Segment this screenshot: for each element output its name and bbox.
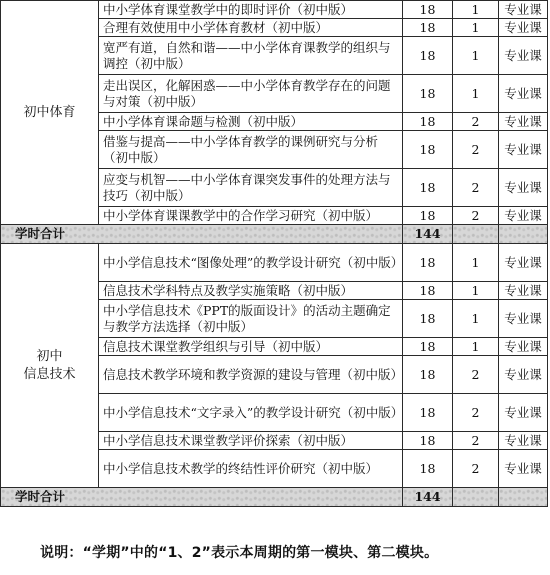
course-type: 专业课 bbox=[499, 37, 548, 75]
course-type: 专业课 bbox=[499, 356, 548, 394]
course-hours: 18 bbox=[403, 282, 453, 300]
subject-cell: 初中体育 bbox=[1, 1, 99, 225]
course-hours: 18 bbox=[403, 19, 453, 37]
total-type-blank bbox=[499, 225, 548, 244]
course-type: 专业课 bbox=[499, 432, 548, 450]
course-term: 1 bbox=[453, 338, 499, 356]
course-hours: 18 bbox=[403, 338, 453, 356]
course-title: 信息技术课堂教学组织与引导（初中版） bbox=[99, 338, 403, 356]
course-term: 2 bbox=[453, 432, 499, 450]
total-hours: 144 bbox=[403, 488, 453, 507]
course-type: 专业课 bbox=[499, 131, 548, 169]
footnote: 说明：“学期”中的“1、2”表示本周期的第一模块、第二模块。 bbox=[40, 545, 439, 561]
course-hours: 18 bbox=[403, 37, 453, 75]
it-total-section bbox=[1, 488, 548, 507]
course-title: 借鉴与提高——中小学体育教学的课例研究与分析（初中版） bbox=[99, 131, 403, 169]
subject-line-1: 初中 bbox=[36, 348, 63, 364]
total-term-blank bbox=[453, 488, 499, 507]
pe-total-section bbox=[1, 225, 548, 244]
course-type: 专业课 bbox=[499, 75, 548, 113]
course-type: 专业课 bbox=[499, 300, 548, 338]
total-row bbox=[1, 488, 548, 507]
course-title: 中小学体育课课教学中的合作学习研究（初中版） bbox=[99, 207, 403, 225]
subject-cell bbox=[1, 244, 99, 488]
course-title: 应变与机智——中小学体育课突发事件的处理方法与技巧（初中版） bbox=[99, 169, 403, 207]
course-term: 2 bbox=[453, 169, 499, 207]
course-term: 2 bbox=[453, 394, 499, 432]
course-term: 1 bbox=[453, 300, 499, 338]
course-hours: 18 bbox=[403, 1, 453, 19]
course-title: 中小学信息技术《PPT的版面设计》的活动主题确定与教学方法选择（初中版） bbox=[99, 300, 403, 338]
pe-section bbox=[1, 1, 548, 225]
course-title: 中小学体育课命题与检测（初中版） bbox=[99, 113, 403, 131]
course-hours: 18 bbox=[403, 300, 453, 338]
course-hours: 18 bbox=[403, 432, 453, 450]
subject-line-2: 信息技术 bbox=[23, 366, 76, 382]
course-hours: 18 bbox=[403, 131, 453, 169]
course-type: 专业课 bbox=[499, 207, 548, 225]
course-title: 信息技术教学环境和教学资源的建设与管理（初中版） bbox=[99, 356, 403, 394]
course-title: 中小学信息技术课堂教学评价探索（初中版） bbox=[99, 432, 403, 450]
course-type: 专业课 bbox=[499, 113, 548, 131]
course-hours: 18 bbox=[403, 169, 453, 207]
course-hours: 18 bbox=[403, 207, 453, 225]
course-term: 1 bbox=[453, 19, 499, 37]
course-title: 中小学信息技术“文字录入”的教学设计研究（初中版） bbox=[99, 394, 403, 432]
course-hours: 18 bbox=[403, 113, 453, 131]
course-type: 专业课 bbox=[499, 244, 548, 282]
it-section bbox=[1, 244, 548, 488]
course-type: 专业课 bbox=[499, 450, 548, 488]
course-term: 2 bbox=[453, 131, 499, 169]
course-type: 专业课 bbox=[499, 338, 548, 356]
course-hours: 18 bbox=[403, 356, 453, 394]
course-type: 专业课 bbox=[499, 394, 548, 432]
course-term: 2 bbox=[453, 207, 499, 225]
course-term: 2 bbox=[453, 113, 499, 131]
course-type: 专业课 bbox=[499, 19, 548, 37]
course-type: 专业课 bbox=[499, 1, 548, 19]
course-term: 1 bbox=[453, 75, 499, 113]
course-title: 合理有效使用中小学体育教材（初中版） bbox=[99, 19, 403, 37]
course-title: 走出误区，化解困惑——中小学体育教学存在的问题与对策（初中版） bbox=[99, 75, 403, 113]
course-term: 2 bbox=[453, 450, 499, 488]
total-term-blank bbox=[453, 225, 499, 244]
course-title: 中小学信息技术“图像处理”的教学设计研究（初中版） bbox=[99, 244, 403, 282]
course-term: 1 bbox=[453, 37, 499, 75]
total-row bbox=[1, 225, 548, 244]
total-label: 学时合计 bbox=[1, 225, 403, 244]
total-hours: 144 bbox=[403, 225, 453, 244]
course-term: 1 bbox=[453, 282, 499, 300]
course-type: 专业课 bbox=[499, 282, 548, 300]
course-term: 1 bbox=[453, 1, 499, 19]
course-title: 中小学信息技术教学的终结性评价研究（初中版） bbox=[99, 450, 403, 488]
course-term: 1 bbox=[453, 244, 499, 282]
table-row bbox=[1, 244, 548, 282]
course-hours: 18 bbox=[403, 244, 453, 282]
total-label: 学时合计 bbox=[1, 488, 403, 507]
table-row bbox=[1, 1, 548, 19]
course-title: 信息技术学科特点及教学实施策略（初中版） bbox=[99, 282, 403, 300]
course-hours: 18 bbox=[403, 75, 453, 113]
course-hours: 18 bbox=[403, 394, 453, 432]
total-type-blank bbox=[499, 488, 548, 507]
course-title: 中小学体育课堂教学中的即时评价（初中版） bbox=[99, 1, 403, 19]
course-title: 宽严有道，自然和谐——中小学体育课教学的组织与调控（初中版） bbox=[99, 37, 403, 75]
course-hours: 18 bbox=[403, 450, 453, 488]
course-type: 专业课 bbox=[499, 169, 548, 207]
course-term: 2 bbox=[453, 356, 499, 394]
